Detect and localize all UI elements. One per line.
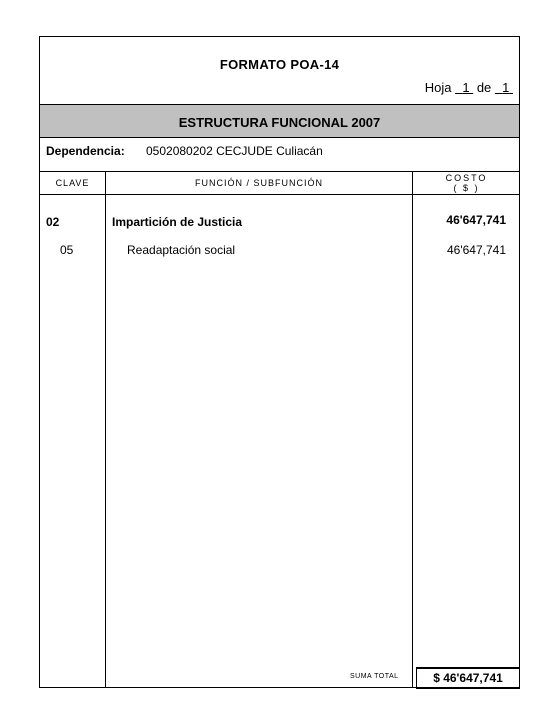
- column-divider: [412, 171, 413, 687]
- row-clave: 05: [60, 243, 74, 257]
- column-header-clave: CLAVE: [55, 178, 90, 188]
- total-label: SUMA TOTAL: [350, 673, 399, 680]
- sheet-of: de: [476, 80, 492, 95]
- section-band: [40, 104, 519, 138]
- row-descripcion: Readaptación social: [127, 243, 236, 257]
- total-value: $ 46'647,741: [416, 667, 520, 689]
- form-frame: [39, 36, 520, 688]
- column-header-funcion: FUNCIÓN / SUBFUNCIÓN: [195, 178, 323, 188]
- section-title: ESTRUCTURA FUNCIONAL 2007: [178, 115, 381, 130]
- column-header-costo-line1: COSTO: [445, 173, 488, 183]
- column-divider: [105, 171, 106, 687]
- sheet-number: 1: [462, 80, 470, 95]
- dependencia-value: 0502080202 CECJUDE Culiacán: [146, 144, 323, 158]
- dependencia-label: Dependencia:: [46, 144, 125, 158]
- row-costo: 46'647,741: [446, 213, 506, 227]
- column-header-costo: [413, 173, 520, 193]
- row-clave: 02: [46, 215, 60, 229]
- sheet-word: Hoja: [424, 80, 452, 95]
- sheet-indicator: [425, 80, 513, 95]
- row-costo: 46'647,741: [446, 243, 506, 257]
- column-header-costo-line2: ( $ ): [453, 183, 480, 193]
- row-descripcion: Impartición de Justicia: [112, 215, 243, 229]
- form-title: FORMATO POA-14: [219, 57, 340, 72]
- sheet-total: 1: [502, 80, 510, 95]
- column-header-row: [40, 171, 519, 195]
